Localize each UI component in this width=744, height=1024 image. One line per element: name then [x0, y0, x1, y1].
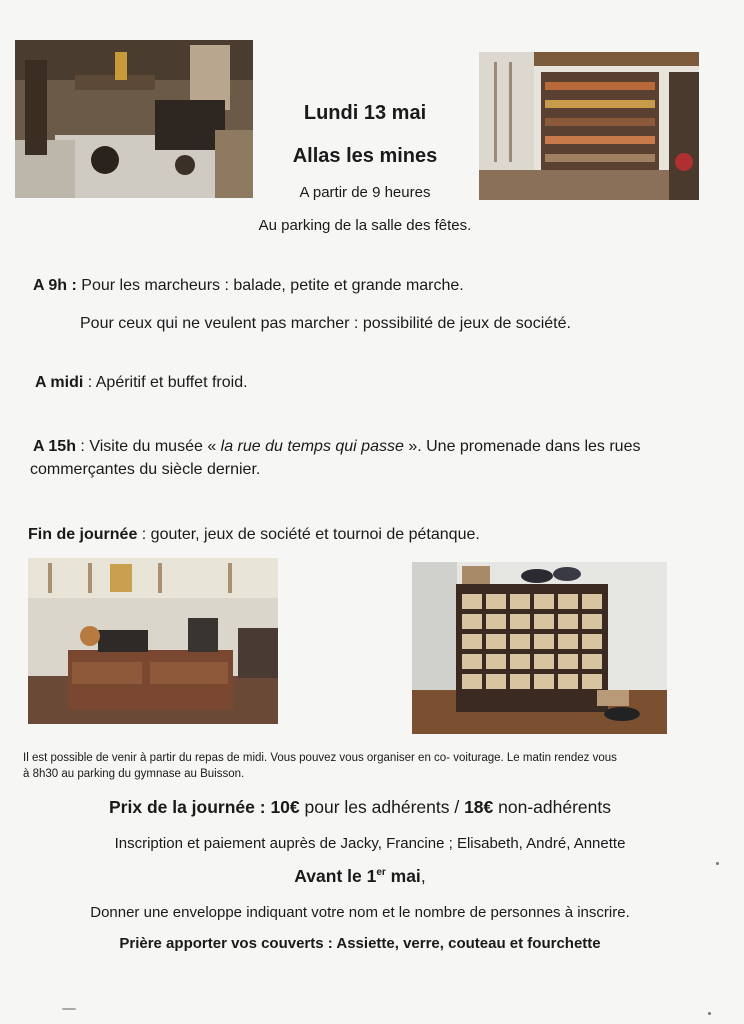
- schedule-15h-text-b: ». Une promenade dans les rues: [403, 438, 641, 455]
- event-date: Lundi 13 mai: [303, 102, 427, 124]
- event-place: Allas les mines: [292, 145, 438, 167]
- schedule-evening: [28, 526, 480, 544]
- schedule-9h-text: Pour les marcheurs : balade, petite et grande marche.: [76, 277, 464, 294]
- info-line-1: Il est possible de venir à partir du repas de midi. Vous pouvez vous organiser en co- voiturage. Le matin rendez vous: [23, 752, 617, 764]
- deadline-sup: er: [376, 867, 386, 879]
- shop-counter-photo: [28, 558, 278, 724]
- envelope-instruction: Donner une enveloppe indiquant votre nom et le nombre de personnes à inscrire.: [90, 904, 630, 921]
- meeting-point: Au parking de la salle des fêtes.: [258, 217, 472, 234]
- pigeonhole-cabinet-photo: [412, 562, 667, 734]
- registration-line: Inscription et paiement auprès de Jacky, Francine ; Elisabeth, André, Annette: [114, 835, 626, 852]
- info-line-2: à 8h30 au parking du gymnase au Buisson.: [23, 768, 245, 780]
- event-time: A partir de 9 heures: [299, 184, 431, 201]
- scan-speck: [62, 1008, 76, 1010]
- deadline-comma: ,: [420, 866, 426, 886]
- member-price-text: pour les adhérents /: [299, 797, 465, 817]
- deadline-prefix: Avant le 1: [294, 866, 377, 886]
- schedule-15h: [33, 438, 640, 456]
- shop-shelves-photo: [479, 52, 699, 200]
- schedule-15h-time: A 15h: [33, 438, 76, 455]
- schedule-evening-time: Fin de journée: [28, 526, 138, 543]
- schedule-midi: [35, 374, 248, 392]
- schedule-evening-text: : gouter, jeux de société et tournoi de pétanque.: [137, 526, 480, 543]
- price-label: Prix de la journée :: [109, 797, 271, 817]
- bring-cutlery: Prière apporter vos couverts : Assiette, verre, couteau et fourchette: [119, 935, 601, 952]
- schedule-midi-time: A midi: [35, 374, 84, 391]
- scan-speck: [716, 862, 719, 865]
- schedule-midi-text: : Apéritif et buffet froid.: [83, 374, 248, 391]
- nonmember-price-text: non-adhérents: [493, 797, 611, 817]
- museum-name: la rue du temps qui passe: [220, 438, 404, 455]
- schedule-15h-cont: commerçantes du siècle dernier.: [30, 461, 261, 478]
- member-price: 10€: [270, 797, 300, 817]
- deadline-line: [200, 866, 520, 887]
- schedule-15h-text-a: : Visite du musée «: [75, 438, 221, 455]
- schedule-9h-time: A 9h :: [33, 277, 77, 294]
- schedule-9h-alt: Pour ceux qui ne veulent pas marcher : possibilité de jeux de société.: [80, 315, 571, 332]
- scan-speck: [708, 1012, 711, 1015]
- workshop-photo: [15, 40, 253, 198]
- deadline-suffix: mai: [385, 866, 421, 886]
- nonmember-price: 18€: [464, 797, 494, 817]
- schedule-9h: [33, 277, 464, 295]
- price-line: [40, 797, 680, 818]
